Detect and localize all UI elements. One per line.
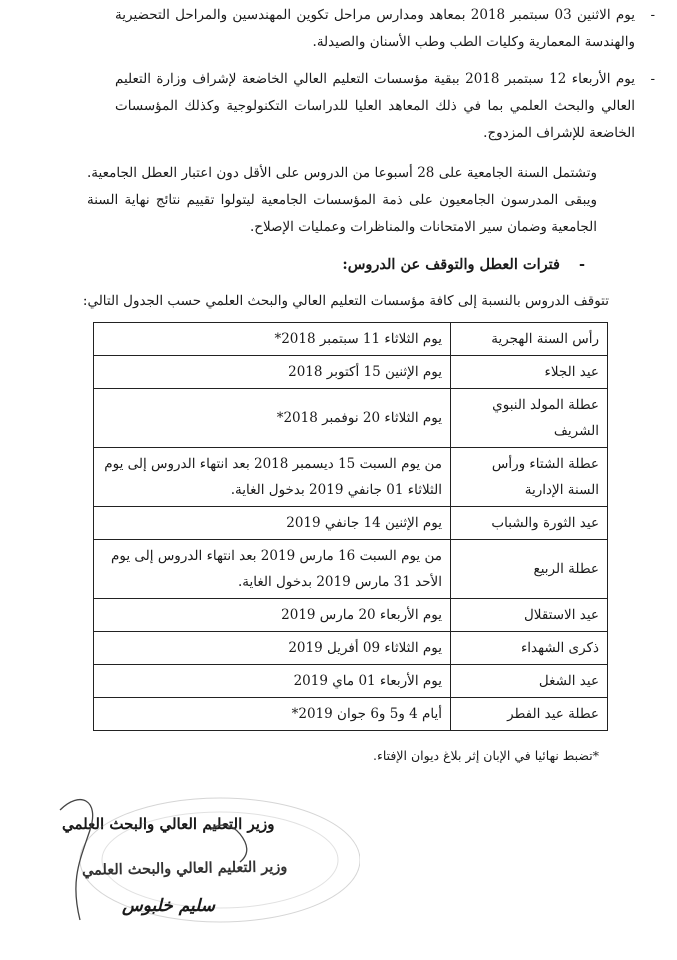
schedule-table (93, 322, 608, 731)
schedule-event-cell: ذكرى الشهداء (451, 632, 608, 665)
schedule-event-cell: عطلة الشتاء ورأس السنة الإدارية (451, 448, 608, 507)
schedule-date-cell: يوم الثلاثاء 20 نوفمبر 2018* (94, 389, 451, 448)
bullet-item-1 (115, 2, 655, 56)
schedule-date-cell: يوم الثلاثاء 09 أفريل 2019 (94, 632, 451, 665)
table-row (94, 507, 608, 540)
schedule-date-cell: يوم الأربعاء 20 مارس 2019 (94, 599, 451, 632)
schedule-event-cell: عيد الشغل (451, 665, 608, 698)
signature-title: وزير التعليم العالي والبحث العلمي (62, 815, 275, 833)
bullet-item-2 (115, 66, 655, 147)
schedule-event-cell: عيد الاستقلال (451, 599, 608, 632)
footnote: *تضبط نهائيا في الإبان إثر بلاغ ديوان الإفتاء. (372, 748, 599, 763)
schedule-event-cell: عيد الجلاء (451, 356, 608, 389)
table-row (94, 323, 608, 356)
schedule-event-cell: عيد الثورة والشباب (451, 507, 608, 540)
schedule-date-cell: من يوم السبت 16 مارس 2019 بعد انتهاء الدروس إلى يوم الأحد 31 مارس 2019 بدخول الغاية. (94, 540, 451, 599)
schedule-date-cell: من يوم السبت 15 ديسمبر 2018 بعد انتهاء الدروس إلى يوم الثلاثاء 01 جانفي 2019 بدخول الغاية. (94, 448, 451, 507)
schedule-event-cell: عطلة المولد النبوي الشريف (451, 389, 608, 448)
table-row (94, 389, 608, 448)
bullet-text: يوم الأربعاء 12 سبتمبر 2018 ببقية مؤسسات التعليم العالي الخاضعة لإشراف وزارة التعليم العالي والبحث العلمي بما في ذلك المعاهد العليا للدراسات التكنولوجية وكذلك المؤسسات الخاضعة للإشراف المزدوج. (115, 71, 635, 141)
table-row (94, 448, 608, 507)
schedule-date-cell: يوم الإثنين 15 أكتوبر 2018 (94, 356, 451, 389)
heading-text: فترات العطل والتوقف عن الدروس: (342, 256, 560, 273)
schedule-event-cell: عطلة عيد الفطر (451, 698, 608, 731)
schedule-event-cell: رأس السنة الهجرية (451, 323, 608, 356)
schedule-date-cell: يوم الإثنين 14 جانفي 2019 (94, 507, 451, 540)
heading-dash: - (578, 256, 585, 273)
bullet-text: يوم الاثنين 03 سبتمبر 2018 بمعاهد ومدارس مراحل تكوين المهندسين والمراحل التحضيرية والهندسة المعمارية وكليات الطب وطب الأسنان والصيدلة. (115, 7, 635, 50)
schedule-date-cell: أيام 4 و5 و6 جوان 2019* (94, 698, 451, 731)
bullet-dash: - (650, 7, 655, 23)
section-heading (342, 256, 585, 273)
schedule-date-cell: يوم الثلاثاء 11 سبتمبر 2018* (94, 323, 451, 356)
schedule-date-cell: يوم الأربعاء 01 ماي 2019 (94, 665, 451, 698)
schedule-event-cell: عطلة الربيع (451, 540, 608, 599)
bullet-dash: - (650, 71, 655, 87)
signature-name: سليم خلبوس (122, 896, 216, 916)
table-row (94, 599, 608, 632)
table-row (94, 356, 608, 389)
intro-text: تتوقف الدروس بالنسبة إلى كافة مؤسسات التعليم العالي والبحث العلمي حسب الجدول التالي: (82, 293, 609, 309)
table-row (94, 632, 608, 665)
body-paragraph: وتشتمل السنة الجامعية على 28 أسبوعا من الدروس على الأقل دون اعتبار العطل الجامعية. ويبقى المدرسون الجامعيون على ذمة المؤسسات الجامعية ليتولوا تقييم نتائج نهاية السنة الجامعية وضمان سير الامتحانات والمناظرات وعمليات الإصلاح. (87, 165, 597, 235)
table-row (94, 698, 608, 731)
stamp-text: وزير التعليم العالي والبحث العلمي (81, 858, 288, 879)
table-row (94, 540, 608, 599)
table-row (94, 665, 608, 698)
